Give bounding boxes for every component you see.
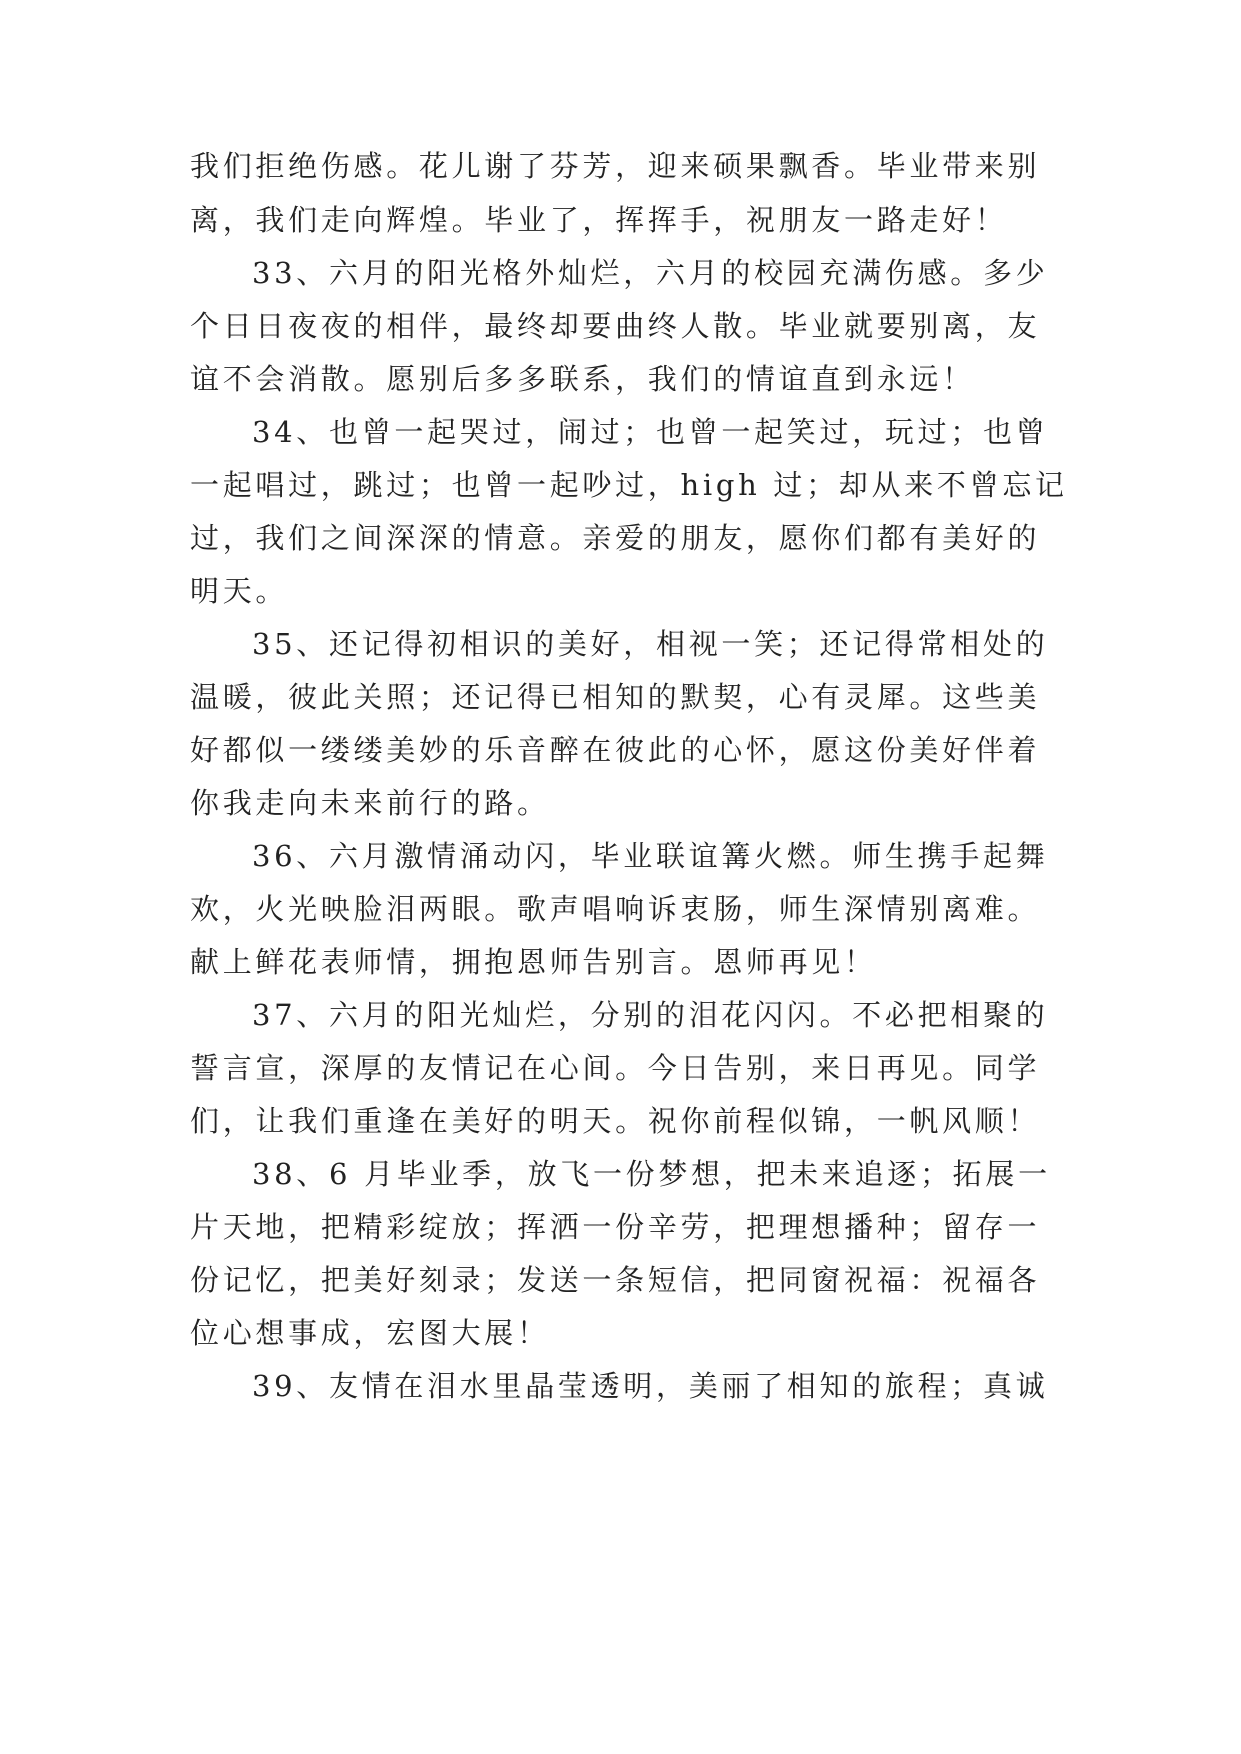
text-line: 誓言宣，深厚的友情记在心间。今日告别，来日再见。同学: [190, 1051, 1041, 1085]
text-line: 位心想事成，宏图大展！: [190, 1316, 550, 1350]
paragraph-39-start: 39、友情在泪水里晶莹透明，美丽了相知的旅程；真诚: [252, 1369, 1049, 1403]
text-line: 离，我们走向辉煌。毕业了，挥挥手，祝朋友一路走好！: [190, 203, 1008, 237]
paragraph-34-start: 34、也曾一起哭过，闹过；也曾一起笑过，玩过；也曾: [252, 415, 1049, 449]
text-line: 谊不会消散。愿别后多多联系，我们的情谊直到永远！: [190, 362, 975, 396]
text-line: 片天地，把精彩绽放；挥洒一份辛劳，把理想播种；留存一: [190, 1210, 1041, 1244]
paragraph-38-start: 38、6 月毕业季，放飞一份梦想，把未来追逐；拓展一: [252, 1157, 1051, 1191]
paragraph-36-start: 36、六月激情涌动闪，毕业联谊篝火燃。师生携手起舞: [252, 839, 1049, 873]
text-line: 好都似一缕缕美妙的乐音醉在彼此的心怀，愿这份美好伴着: [190, 733, 1041, 767]
text-line: 温暖，彼此关照；还记得已相知的默契，心有灵犀。这些美: [190, 680, 1041, 714]
text-line: 你我走向未来前行的路。: [190, 786, 550, 820]
paragraph-37-start: 37、六月的阳光灿烂，分别的泪花闪闪。不必把相聚的: [252, 998, 1049, 1032]
paragraph-35-start: 35、还记得初相识的美好，相视一笑；还记得常相处的: [252, 627, 1049, 661]
paragraph-33-start: 33、六月的阳光格外灿烂，六月的校园充满伤感。多少: [252, 256, 1049, 290]
text-line: 我们拒绝伤感。花儿谢了芬芳，迎来硕果飘香。毕业带来别: [190, 149, 1041, 183]
text-line: 份记忆，把美好刻录；发送一条短信，把同窗祝福：祝福各: [190, 1263, 1041, 1297]
text-line: 明天。: [190, 574, 289, 608]
text-line: 个日日夜夜的相伴，最终却要曲终人散。毕业就要别离，友: [190, 309, 1041, 343]
text-line: 一起唱过，跳过；也曾一起吵过，high 过；却从来不曾忘记: [190, 468, 1068, 502]
text-line: 们，让我们重逢在美好的明天。祝你前程似锦，一帆风顺！: [190, 1104, 1041, 1138]
text-line: 欢，火光映脸泪两眼。歌声唱响诉衷肠，师生深情别离难。: [190, 892, 1041, 926]
text-line: 过，我们之间深深的情意。亲爱的朋友，愿你们都有美好的: [190, 521, 1041, 555]
text-line: 献上鲜花表师情，拥抱恩师告别言。恩师再见！: [190, 945, 877, 979]
